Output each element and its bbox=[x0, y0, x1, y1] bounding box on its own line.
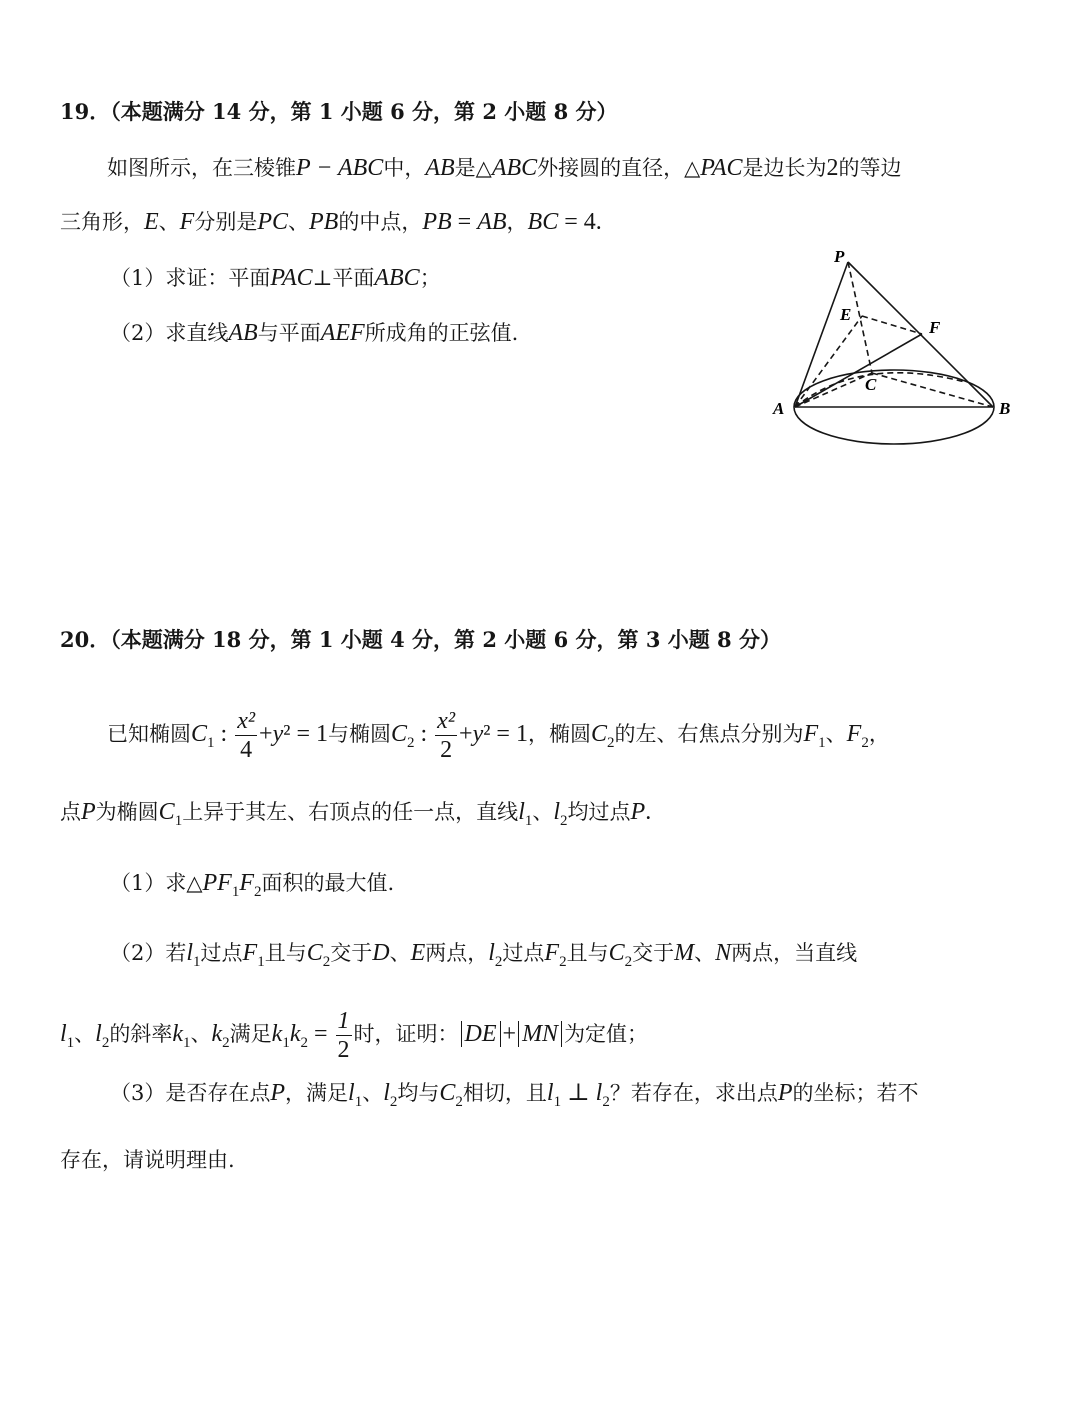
text-segment: 分别是 bbox=[194, 210, 258, 234]
text-segment: 与椭圆 bbox=[327, 722, 391, 746]
subscript: 1 bbox=[183, 1035, 191, 1051]
math-segment: C bbox=[608, 940, 625, 966]
subscript: 1 bbox=[231, 884, 240, 900]
math-segment: C bbox=[390, 721, 407, 747]
subscript: 1 bbox=[66, 1035, 75, 1051]
text-segment: 均过点 bbox=[567, 800, 631, 824]
math-segment: = 4. bbox=[558, 209, 602, 235]
subscript: 1 bbox=[354, 1094, 363, 1110]
text-segment: 且与 bbox=[264, 941, 307, 965]
q20-text-line1 bbox=[107, 707, 890, 764]
subscript: 2 bbox=[407, 735, 415, 751]
math-segment: PC bbox=[257, 209, 289, 235]
math-segment: = bbox=[307, 1021, 334, 1047]
math-segment: E bbox=[410, 940, 426, 966]
text-segment: 、 bbox=[190, 1022, 212, 1046]
text-segment: 过点 bbox=[502, 941, 545, 965]
text-segment: 面积的最大值. bbox=[261, 871, 395, 895]
subscript: 1 bbox=[193, 954, 201, 970]
math-segment: l bbox=[186, 940, 194, 966]
math-segment: P − ABC bbox=[296, 155, 384, 181]
q20-text-line2 bbox=[60, 797, 651, 836]
math-segment: ² = 1 bbox=[483, 721, 528, 747]
numerator: 1 bbox=[337, 1008, 350, 1034]
math-segment: P bbox=[630, 799, 646, 825]
math-segment: AB bbox=[425, 155, 455, 181]
math-segment: P bbox=[270, 1080, 286, 1106]
math-segment: . bbox=[645, 799, 652, 825]
text-segment: ， bbox=[506, 210, 528, 234]
text-segment: 的斜率 bbox=[109, 1022, 173, 1046]
math-segment: C bbox=[439, 1080, 456, 1106]
text-segment: 过点 bbox=[200, 941, 243, 965]
subscript: 2 bbox=[606, 735, 615, 751]
text-segment: 为椭圆 bbox=[95, 800, 159, 824]
text-segment: 为定值； bbox=[564, 1022, 649, 1046]
math-segment: N bbox=[715, 940, 732, 966]
q20-header bbox=[60, 625, 781, 655]
math-segment: C bbox=[590, 721, 607, 747]
text-segment: 两点， bbox=[425, 941, 489, 965]
fraction bbox=[435, 707, 457, 764]
math-segment: F bbox=[803, 721, 819, 747]
q20-part3-line1 bbox=[110, 1078, 919, 1117]
text-segment: 上异于其左、右顶点的任一点，直线 bbox=[182, 800, 519, 824]
text-segment: ？若存在，求出点 bbox=[609, 1081, 778, 1105]
math-segment: y bbox=[472, 721, 484, 747]
fraction bbox=[336, 1007, 352, 1064]
subscript: 2 bbox=[624, 954, 633, 970]
text-segment: ； bbox=[419, 266, 441, 290]
text-segment: 、 bbox=[288, 210, 310, 234]
text-segment: 存在，请说明理由. bbox=[60, 1148, 235, 1172]
math-segment: l bbox=[95, 1021, 102, 1047]
subscript: 2 bbox=[560, 813, 568, 829]
subscript: 2 bbox=[389, 1094, 398, 1110]
text-segment: 、 bbox=[694, 941, 716, 965]
text-segment: 时，证明： bbox=[353, 1022, 459, 1046]
text-segment: ，满足 bbox=[285, 1081, 349, 1105]
text-segment: 、 bbox=[532, 800, 554, 824]
math-segment: PAC bbox=[700, 155, 743, 181]
label-E: E bbox=[840, 305, 852, 324]
text-segment: 相切，且 bbox=[462, 1081, 547, 1105]
denominator: 4 bbox=[240, 737, 253, 763]
math-segment: F bbox=[179, 209, 195, 235]
denominator: 2 bbox=[440, 737, 453, 763]
math-segment: ² = 1 bbox=[283, 721, 328, 747]
text-segment: 的坐标；若不 bbox=[792, 1081, 919, 1105]
subscript: 1 bbox=[553, 1094, 562, 1110]
math-segment: F bbox=[846, 721, 862, 747]
text-segment: 中， bbox=[383, 156, 426, 180]
text-segment: 且与 bbox=[566, 941, 609, 965]
math-segment: + bbox=[459, 721, 473, 747]
math-segment: k bbox=[271, 1021, 283, 1047]
text-segment: 三角形， bbox=[60, 210, 144, 234]
math-segment: ⊥ bbox=[561, 1080, 596, 1106]
text-segment: 交于 bbox=[330, 941, 373, 965]
subscript: 2 bbox=[101, 1035, 110, 1051]
subscript: 2 bbox=[300, 1035, 308, 1051]
math-segment: l bbox=[488, 940, 495, 966]
math-segment: AB bbox=[228, 320, 258, 346]
label-P: P bbox=[834, 247, 845, 266]
text-segment: （1）求证：平面 bbox=[110, 266, 271, 290]
text-segment: 已知椭圆 bbox=[107, 722, 191, 746]
label-F: F bbox=[929, 318, 941, 337]
subscript: 2 bbox=[602, 1094, 610, 1110]
text-segment: 、 bbox=[158, 210, 180, 234]
math-segment: k bbox=[289, 1021, 301, 1047]
text-segment: （3）是否存在点 bbox=[110, 1081, 271, 1105]
math-segment: ABC bbox=[491, 155, 538, 181]
subscript: 1 bbox=[207, 735, 215, 751]
q20-part3-line2 bbox=[60, 1145, 235, 1175]
absolute-value: MN bbox=[518, 1021, 562, 1047]
math-segment: D bbox=[372, 940, 390, 966]
text-segment: 两点，当直线 bbox=[731, 941, 858, 965]
text-segment: 与平面 bbox=[257, 321, 321, 345]
math-segment: k bbox=[172, 1021, 183, 1047]
text-segment: 20．（本题满分 18 分，第 1 小题 4 分，第 2 小题 6 分，第 3 小题 8 分） bbox=[60, 627, 781, 652]
subscript: 2 bbox=[222, 1035, 230, 1051]
math-segment: PF bbox=[202, 870, 232, 896]
numerator: x² bbox=[237, 708, 256, 734]
text-segment: 点 bbox=[60, 800, 81, 824]
math-segment: + bbox=[259, 721, 273, 747]
math-segment: P bbox=[81, 799, 96, 825]
q20-part1 bbox=[110, 868, 394, 907]
label-B: B bbox=[999, 399, 1011, 418]
circle-back-arc bbox=[795, 373, 965, 407]
math-segment: C bbox=[158, 799, 175, 825]
edge-AE bbox=[795, 316, 862, 407]
text-segment: 的等边 bbox=[838, 156, 902, 180]
math-segment: PAC bbox=[270, 265, 313, 291]
text-segment: ， bbox=[868, 722, 890, 746]
subscript: 2 bbox=[861, 735, 869, 751]
math-segment: AEF bbox=[320, 320, 365, 346]
text-segment: 外接圆的直径，△ bbox=[537, 156, 701, 180]
math-segment: = bbox=[451, 209, 478, 235]
text-segment: 是△ bbox=[454, 156, 492, 180]
math-segment: : bbox=[214, 721, 234, 747]
q20-part2-line2 bbox=[60, 1007, 648, 1064]
text-segment: 均与 bbox=[397, 1081, 440, 1105]
math-segment: + bbox=[502, 1021, 517, 1047]
math-segment: PB bbox=[309, 209, 339, 235]
subscript: 1 bbox=[818, 735, 826, 751]
math-segment: l bbox=[595, 1080, 603, 1106]
text-segment: 、 bbox=[74, 1022, 96, 1046]
subscript: 1 bbox=[282, 1035, 290, 1051]
text-segment: 如图所示，在三棱锥 bbox=[107, 156, 296, 180]
subscript: 2 bbox=[322, 954, 331, 970]
text-segment: 、 bbox=[825, 722, 847, 746]
subscript: 2 bbox=[559, 954, 567, 970]
math-segment: k bbox=[211, 1021, 223, 1047]
q20-part2-line1 bbox=[110, 938, 857, 977]
subscript: 1 bbox=[174, 813, 183, 829]
math-segment: y bbox=[272, 721, 284, 747]
label-A: A bbox=[773, 399, 785, 418]
math-segment: l bbox=[546, 1080, 554, 1106]
subscript: 2 bbox=[254, 884, 262, 900]
math-segment: C bbox=[191, 721, 208, 747]
math-segment: PB bbox=[422, 209, 452, 235]
label-C: C bbox=[865, 375, 877, 394]
subscript: 1 bbox=[257, 954, 265, 970]
math-segment: F bbox=[242, 940, 258, 966]
math-segment: l bbox=[518, 799, 525, 825]
math-segment: l bbox=[348, 1080, 355, 1106]
math-segment: C bbox=[306, 940, 323, 966]
math-segment: AB bbox=[477, 209, 507, 235]
text-segment: ，椭圆 bbox=[527, 722, 591, 746]
fraction bbox=[235, 707, 257, 764]
math-segment: : bbox=[414, 721, 434, 747]
numerator: x² bbox=[437, 708, 456, 734]
math-segment: E bbox=[144, 209, 159, 235]
math-segment: 2 bbox=[826, 155, 839, 181]
text-segment: 的左、右焦点分别为 bbox=[614, 722, 804, 746]
text-segment: （1）求△ bbox=[110, 871, 203, 895]
math-segment: M bbox=[674, 940, 695, 966]
math-segment: F bbox=[239, 870, 255, 896]
subscript: 2 bbox=[494, 954, 503, 970]
text-segment: 是边长为 bbox=[742, 156, 827, 180]
text-segment: （2）若 bbox=[110, 941, 187, 965]
text-segment: 、 bbox=[362, 1081, 384, 1105]
text-segment: （2）求直线 bbox=[110, 321, 229, 345]
subscript: 1 bbox=[524, 813, 533, 829]
edge-PA bbox=[795, 262, 848, 407]
subscript: 2 bbox=[455, 1094, 463, 1110]
text-segment: 所成角的正弦值. bbox=[364, 321, 519, 345]
math-segment: P bbox=[777, 1080, 793, 1106]
text-segment: 19．（本题满分 14 分，第 1 小题 6 分，第 2 小题 8 分） bbox=[60, 99, 618, 124]
math-segment: BC bbox=[527, 209, 559, 235]
text-segment: 、 bbox=[389, 941, 411, 965]
math-segment: l bbox=[383, 1080, 390, 1106]
edge-EF bbox=[862, 316, 922, 334]
math-segment: ABC bbox=[374, 265, 420, 291]
text-segment: 交于 bbox=[632, 941, 675, 965]
text-segment: 的中点， bbox=[338, 210, 423, 234]
math-segment: F bbox=[544, 940, 560, 966]
math-segment: l bbox=[553, 799, 561, 825]
denominator: 2 bbox=[337, 1037, 350, 1063]
text-segment: ⊥平面 bbox=[312, 266, 375, 290]
edge-CB bbox=[872, 373, 993, 407]
absolute-value: DE bbox=[461, 1021, 501, 1047]
math-segment: l bbox=[60, 1021, 67, 1047]
text-segment: 满足 bbox=[229, 1022, 272, 1046]
